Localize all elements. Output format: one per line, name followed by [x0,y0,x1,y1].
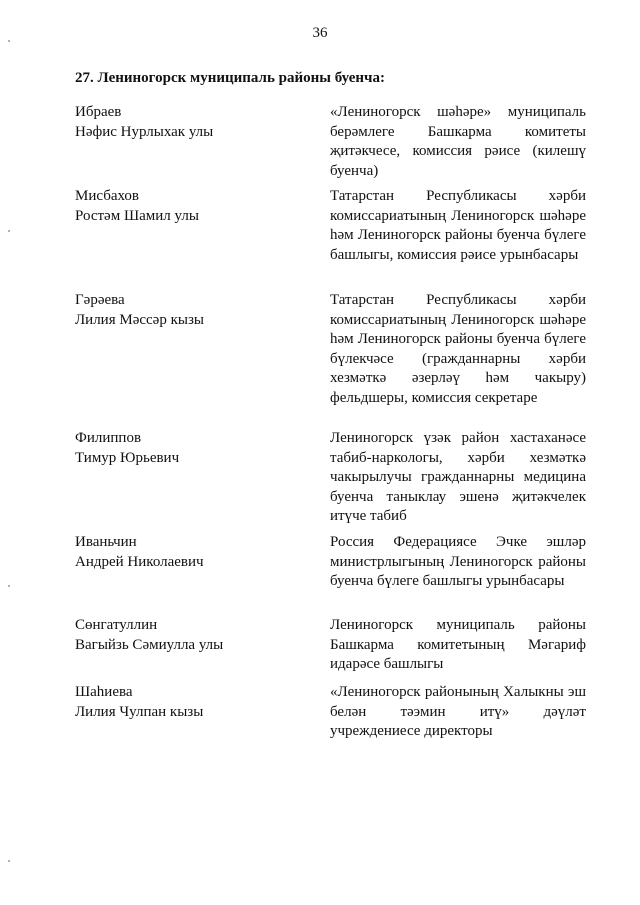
scan-dot [8,230,10,232]
page-number: 36 [312,25,328,41]
member-given-names: Андрей Николаевич [75,553,204,570]
member-surname: Мисбахов [75,188,140,204]
member-name [75,187,295,226]
member-position: Татарстан Республикасы хәрби комиссариатының Лениногорск шәһәре һәм Лениногорск районы буенча бүлеге бүлекчәсе (гражданнарны хәрби хезмәткә әзерләү һәм чакыру) фельдшеры, комиссия секретаре [330,292,586,406]
member-position: Татарстан Республикасы хәрби комиссариатының Лениногорск шәһәре һәм Лениногорск районы буенча бүлеге башлыгы, комиссия рәисе урынбасары [330,188,586,263]
scan-dot [8,860,10,862]
member-surname: Гәрәева [75,292,125,308]
member-given-names: Лилия Мәссәр кызы [75,311,204,328]
scan-dot [8,585,10,587]
member-surname: Филиппов [75,430,142,446]
member-surname: Ибраев [75,104,122,120]
section-heading: 27. Лениногорск муниципаль районы буенча: [75,70,385,86]
member-position: Россия Федерациясе Эчке эшләр министрлыгының Лениногорск районы буенча бүлеге башлыгы урынбасары [330,534,586,589]
member-surname: Иваньчин [75,534,137,550]
member-given-names: Вагыйзь Сәмиулла улы [75,636,224,653]
member-name [75,429,295,468]
member-position: «Лениногорск шәһәре» муниципаль берәмлеге Башкарма комитеты җитәкчесе, комиссия рәисе (килешү буенча) [330,104,586,179]
member-name [75,683,295,722]
member-given-names: Ростәм Шамил улы [75,207,199,224]
member-given-names: Лилия Чулпан кызы [75,703,204,720]
member-surname: Шаһиева [75,684,133,700]
member-given-names: Нәфис Нурлыхак улы [75,123,214,140]
member-surname: Сөнгатуллин [75,617,158,633]
member-name [75,103,295,142]
member-position: Лениногорск муниципаль районы Башкарма комитетының Мәгариф идарәсе башлыгы [330,617,586,672]
member-name [75,291,295,330]
scan-dot [8,40,10,42]
member-position: «Лениногорск районының Халыкны эш белән тәэмин итү» дәүләт учреждениесе директоры [330,684,586,739]
member-given-names: Тимур Юрьевич [75,449,180,466]
member-name [75,616,295,655]
member-name [75,533,295,572]
member-position: Лениногорск үзәк район хастаханәсе табиб-наркологы, хәрби хезмәткә чакырылучы гражданнарны медицина буенча таныклау эшенә җитәкчелек итүче табиб [330,430,586,524]
